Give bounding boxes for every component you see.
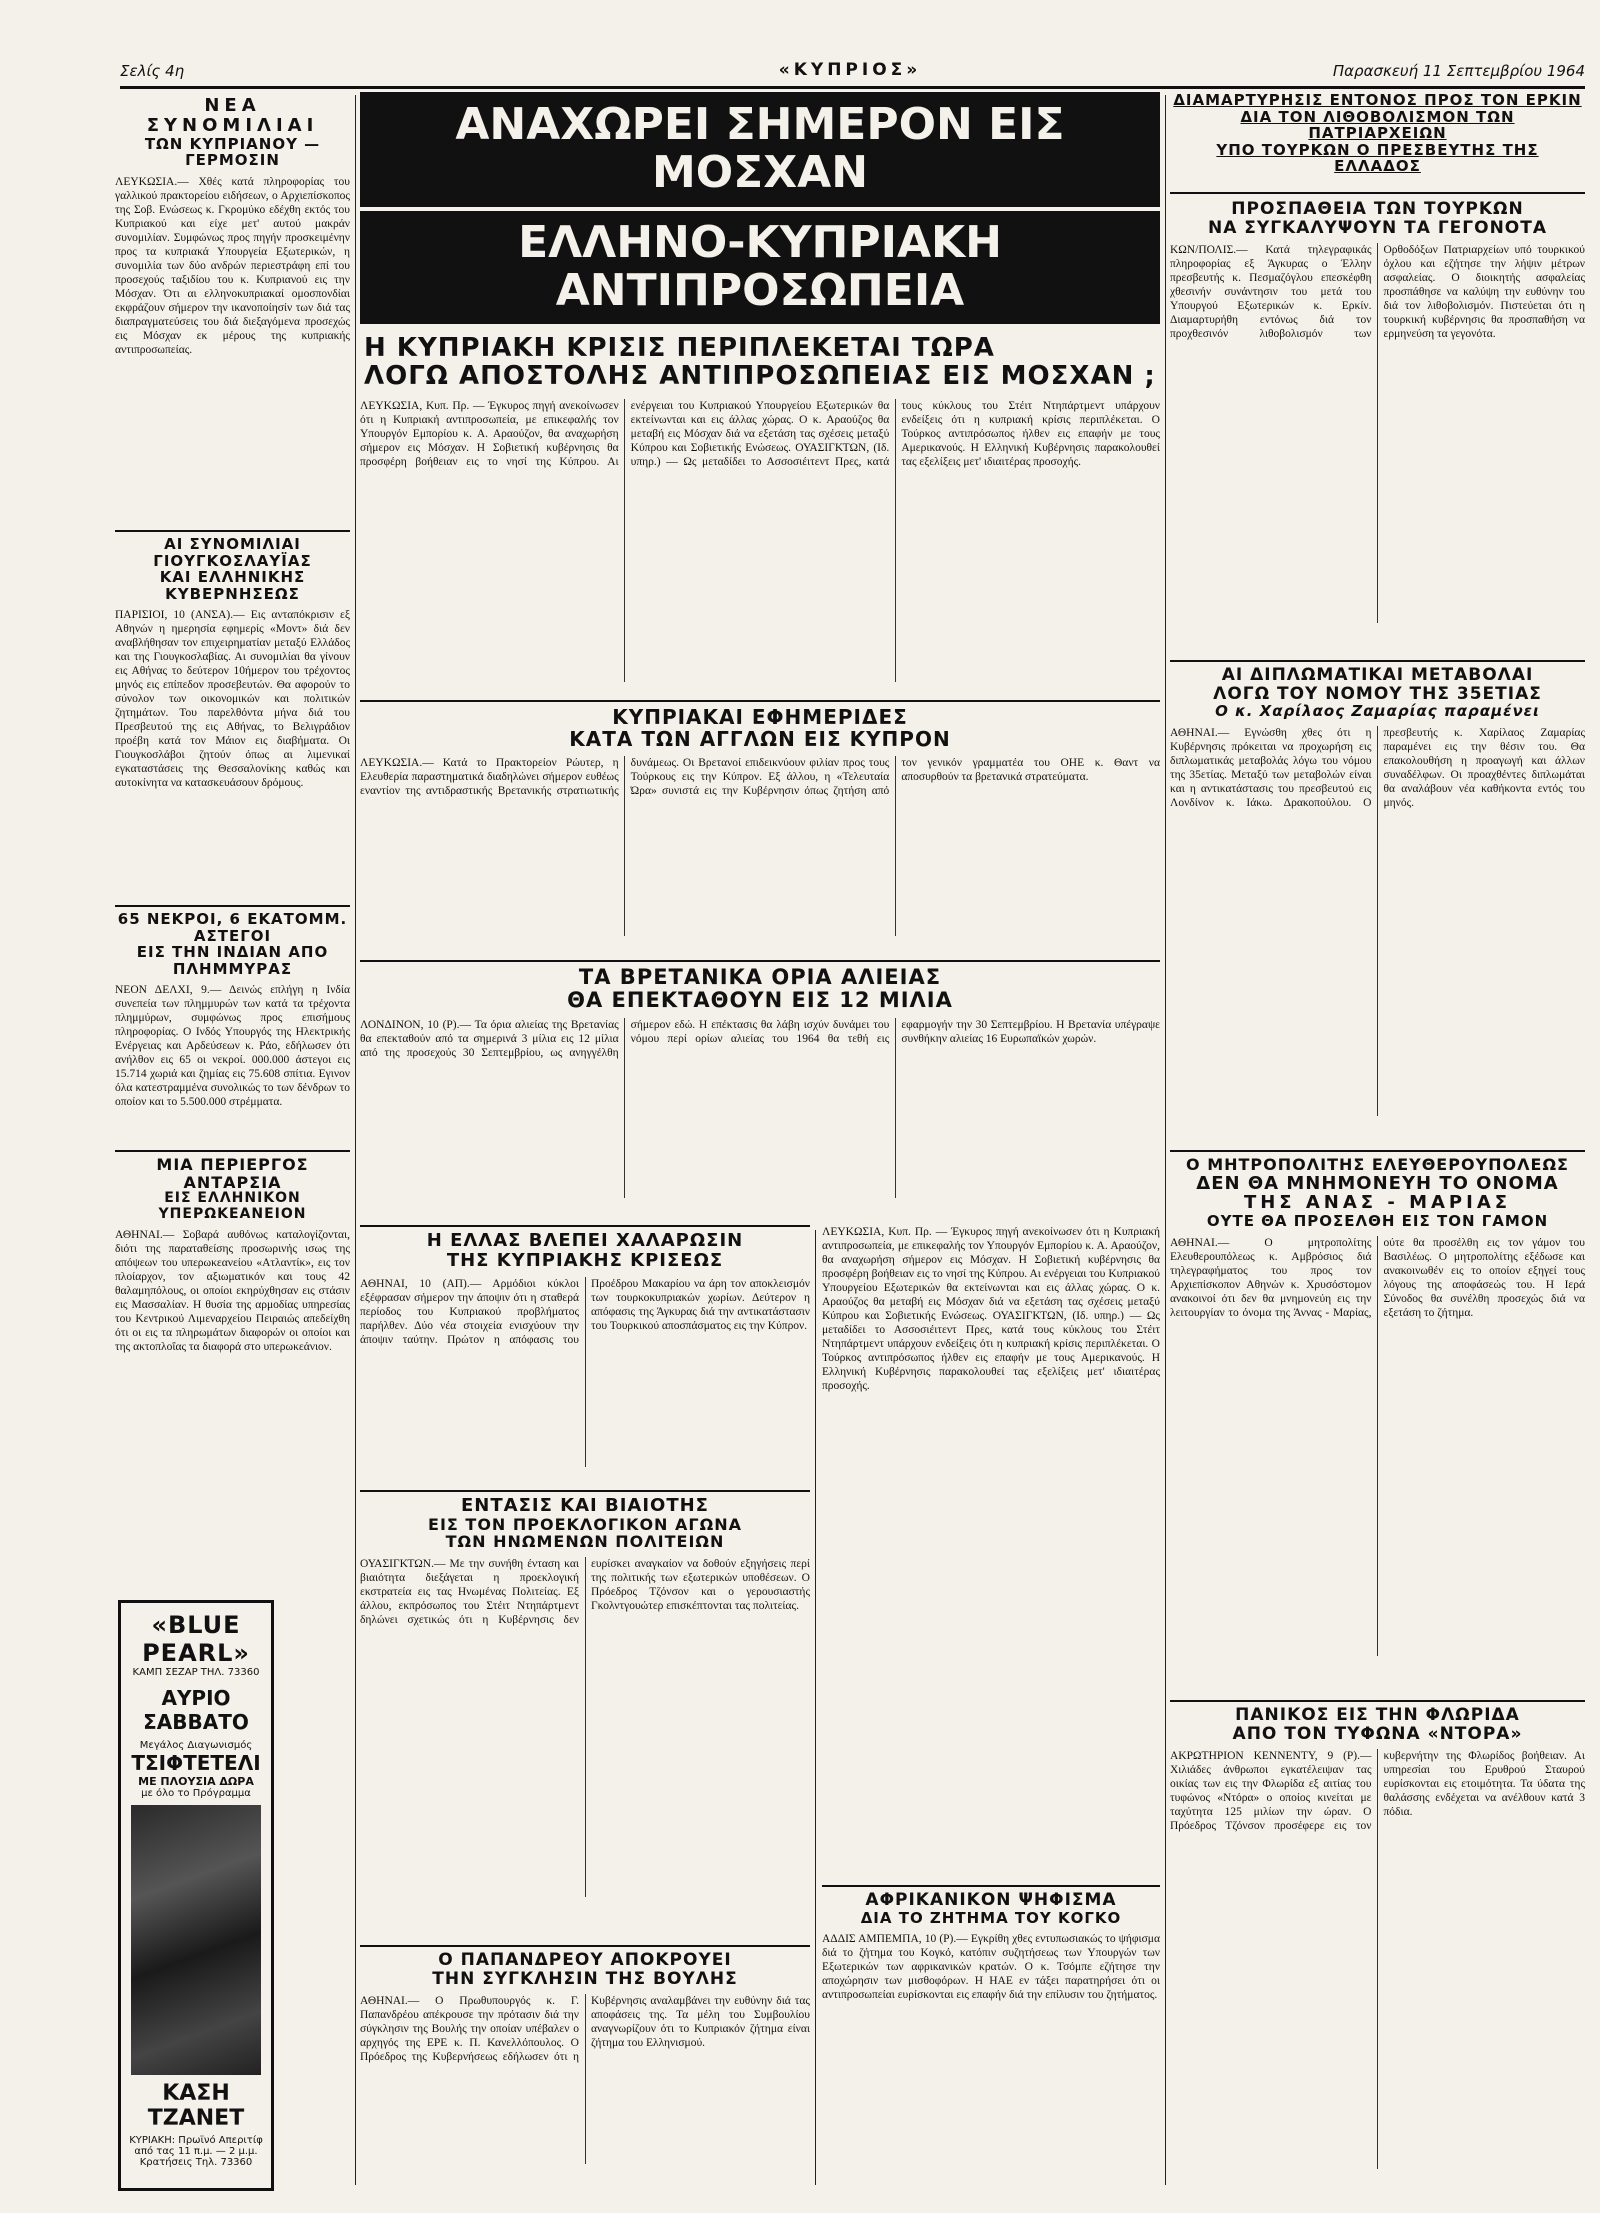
article-african-resolution — [822, 1885, 1160, 2185]
main-subheadline: Η ΚΥΠΡΙΑΚΗ ΚΡΙΣΙΣ ΠΕΡΙΠΛΕΚΕΤΑΙ ΤΩΡΑ — [364, 332, 995, 363]
article-body: ΑΘΗΝΑΙ.— Εγνώσθη χθες ότι η Κυβέρνησις πρόκειται να προχωρήση εις διπλωματικάς μεταβολάς λόγω του νόμου της 35ετίας. Μεταξύ των μεταβολών είναι και η αντικατάστασις του πρεσβευτού εις Λονδίνον κ. Ιάκω. Δρακοπούλου. Ο πρεσβευτής κ. Χαρίλαος Ζαμαρίας παραμένει εις την θέσιν του. Θα επακολουθήση η προαγωγή και άλλων συναδέλφων. Οι προαχθέντες διπλωμάται θα αναλάβουν νέα καθήκοντα εντός του μηνός. — [1170, 726, 1585, 809]
masthead: «ΚΥΠΡΙΟΣ» — [778, 60, 922, 80]
article-greece-easing — [360, 1225, 810, 1475]
ad-footer-line2: από τας 11 π.μ. — 2 μ.μ. — [134, 2146, 258, 2157]
article-india-floods — [115, 905, 350, 1155]
main-headline-2: ΕΛΛΗΝΟ-ΚΥΠΡΙΑΚΗ ΑΝΤΙΠΡΟΣΩΠΕΙΑ — [360, 211, 1160, 324]
page-number: Σελίς 4η — [120, 62, 185, 80]
article-subheadline-2: ΥΠΟ ΤΟΥΡΚΩΝ Ο ΠΡΕΣΒΕΥΤΗΣ ΤΗΣ ΕΛΛΑΔΟΣ — [1216, 140, 1539, 175]
article-body: ΛΕΥΚΩΣΙΑ, Κυπ. Πρ. — Έγκυρος πηγή ανεκοίνωσεν ότι η Κυπριακή αντιπροσωπεία, με επικεφαλής τον Υπουργόν Εμπορίου κ. Α. Αραούζον, θα αναχωρήση σήμερον εις Μόσχαν. Η Σοβιετική κυβέρνησις θα προσφέρη βοήθειαν εις το νησί της Κύπρου. Αι ενέργειαι του Κυπριακού Υπουργείου Εξωτερικών θα εκτείνωνται και εις άλλας χώρας. Ο κ. Αραούζος θα μεταβή εις Μόσχαν διά να εξετάση τας σχέσεις μεταξύ Κύπρου και Σοβιετικής Ενώσεως. ΟΥΑΣΙΓΚΤΩΝ, (Ιδ. υπηρ.) — Ως μεταδίδει το Ασσοσιέιτεντ Πρες, κατά τους κύκλους του Στέιτ Ντηπάρτμεντ υπάρχουν ενδείξεις ότι η κυπριακή κρίσις περιπλέκεται. Ο Τούρκος αντιπρόσωπος ήλθεν εις επαφήν με τους Αμερικανούς. Η Ελληνική Κυβέρνησις παρακολουθεί τας εξελίξεις μετ' ιδιαιτέρας προσοχής. — [822, 1226, 1160, 1392]
article-body: ΑΘΗΝΑΙ.— Ο μητροπολίτης Ελευθερουπόλεως κ. Αμβρόσιος διά τηλεγραφήματος του προς τον Αρχιεπίσκοπον Αθηνών κ. Χρυσόστομον ανακοινοί ότι δεν θα μνημονεύη εις την λειτουργίαν το όνομα της Άννας - Μαρίας, ούτε θα προσέλθη εις τον γάμον του Βασιλέως. Ο μητροπολίτης εξέδωσε και ανακοινωθέν εις το οποίον εξηγεί τους λόγους της αποφάσεώς του. Η Ιερά Σύνοδος θα συνέλθη προσεχώς διά να εξετάση το ζήτημα. — [1170, 1236, 1585, 1319]
ad-venue-name: «BLUE PEARL» — [142, 1611, 250, 1667]
article-headline: Ο ΠΑΠΑΝΔΡΕΟΥ ΑΠΟΚΡΟΥΕΙ — [360, 1945, 810, 1970]
article-headline: ΚΥΠΡΙΑΚΑΙ ΕΦΗΜΕΡΙΔΕΣ — [360, 700, 1160, 728]
ad-contest-label: Μεγάλος Διαγωνισμός — [139, 1740, 253, 1751]
article-subheadline: ΚΑΤΑ ΤΩΝ ΑΓΓΛΩΝ ΕΙΣ ΚΥΠΡΟΝ — [569, 727, 951, 751]
article-headline: ΑΙ ΔΙΠΛΩΜΑΤΙΚΑΙ ΜΕΤΑΒΟΛΑΙ — [1170, 660, 1585, 685]
article-subheadline: ΕΙΣ ΤΗΝ ΙΝΔΙΑΝ ΑΠΟ ΠΛΗΜΜΥΡΑΣ — [136, 943, 329, 978]
article-body: ΛΕΥΚΩΣΙΑ.— Κατά το Πρακτορείον Ρώυτερ, η Ελευθερία παραστηματικά διαδηλώνει σήμερον ευθέως εναντίον της αντιδραστικής Βρετανικής στρατιωτικής δυνάμεως. Οι Βρετανοί επιδεικνύουν φιλίαν προς τους Τούρκους εις την Κύπρον. Εξ άλλου, η «Τελευταία Ώρα» συνιστά εις την Κυβέρνησιν όπως ζητήση από τον γενικόν γραμματέα του ΟΗΕ κ. Θαντ να αποσυρθούν τα βρετανικά στρατεύματα. — [360, 757, 1160, 797]
article-body: ΑΔΔΙΣ ΑΜΠΕΜΠΑ, 10 (Ρ).— Εγκρίθη χθες εντυπωσιακώς το ψήφισμα διά το ζήτημα του Κογκό, κατόπιν συζητήσεως των Υπουργών των Εξωτερικών των αφρικανικών κρατών. Ο κ. Τσόμπε εζήτησε την αποχώρησιν των μισθοφόρων. Η ΗΑΕ εν τάξει παρατηρήσει ότι οι αντιπροσωπείαι ευρίσκονται εις επαφήν διά την επίλυσιν του ζητήματος. — [822, 1933, 1160, 2002]
article-turkish-coverup — [1170, 200, 1585, 650]
article-yugoslav-talks — [115, 530, 350, 860]
article-subheadline-2: ΤΩΝ ΗΝΩΜΕΝΩΝ ΠΟΛΙΤΕΙΩΝ — [445, 1532, 725, 1552]
article-body: ΝΕΟΝ ΔΕΛΧΙ, 9.— Δεινώς επλήγη η Ινδία συνεπεία των πλημμυρών των κατά τα τρέχοντα πλημμύρων, συμφώνως προς επισήμους πληροφορίας. Ο Ινδός Υπουργός της Ηλεκτρικής Ενέργειας και Αρδεύσεων κ. Ράο, εδήλωσεν ότι ανήλθον εις 65 οι νεκροί. 000.000 άστεγοι εις 15.714 χωριά και ζημίας εις 75.608 σπίτια. Εγινον όλα κατεστραμμένα συνολικώς το των δένδρων το οποίον και το 5.500.000 στρέμματα. — [115, 984, 350, 1108]
article-subheadline: ΤΗΝ ΣΥΓΚΛΗΣΙΝ ΤΗΣ ΒΟΥΛΗΣ — [432, 1968, 738, 1989]
article-headline: ΤΑ ΒΡΕΤΑΝΙΚΑ ΟΡΙΑ ΑΛΙΕΙΑΣ — [360, 960, 1160, 989]
ad-performer-photo — [131, 1805, 261, 2075]
article-headline: ΠΑΝΙΚΟΣ ΕΙΣ ΤΗΝ ΦΛΩΡΙΔΑ — [1170, 1700, 1585, 1725]
article-cypriot-newspapers — [360, 700, 1160, 940]
article-subheadline-2: ΤΗΣ ΑΝΑΣ - ΜΑΡΙΑΣ — [1243, 1192, 1512, 1214]
article-subheadline: ΤΗΣ ΚΥΠΡΙΑΚΗΣ ΚΡΙΣΕΩΣ — [446, 1249, 724, 1271]
article-body: ΠΑΡΙΣΙΟΙ, 10 (ΑΝΣΑ).— Εις ανταπόκρισιν εξ Αθηνών η ημερησία εφημερίς «Μοντ» διά δεν αναβλήθησαν τον επιχειρηματίαν μεταξύ Ελλάδος και της Γιουγκοσλαβίας. Αι συνομιλίαι θα γίνουν εις Αθήνας το δεύτερον 10ήμερον του τρέχοντος μηνός εις επίπεδον προσεβευτών. Θα αφορούν το σύνολον των οικονομικών και πολιτικών ζητημάτων. Του παρελθόντα μήνα διά του Πρεσβευτού της εις Αθήνας, το Βελιγράδιον προέβη κατά τον Μάιον εις διαβήματα. Οι Γιουγκοσλάβοι ζητούν όπως αι λιμενικαί εγκαταστάσεις της Θεσσαλονίκης καθώς και αυτοκίνητα να κατασκευάσουν δρόμους. — [115, 609, 350, 789]
page-header — [120, 60, 1585, 89]
article-subheadline: ΤΩΝ ΚΥΠΡΙΑΝΟΥ — ΓΕΡΜΟΣΙΝ — [144, 134, 321, 170]
article-subheadline: ΑΠΟ ΤΟΝ ΤΥΦΩΝΑ «ΝΤΟΡΑ» — [1232, 1723, 1523, 1744]
article-new-talks — [115, 96, 350, 526]
article-florida-typhoon — [1170, 1700, 1585, 2185]
ad-event-name: ΤΣΙΦΤΕΤΕΛΙ — [131, 1751, 261, 1775]
issue-date: Παρασκευή 11 Σεπτεμβρίου 1964 — [1332, 62, 1585, 80]
article-headline: ΑΙ ΣΥΝΟΜΙΛΙΑΙ ΓΙΟΥΓΚΟΣΛΑΥΪΑΣ — [115, 530, 350, 569]
article-body: ΑΘΗΝΑΙ.— Ο Πρωθυπουργός κ. Γ. Παπανδρέου απέκρουσε την πρότασιν διά την σύγκλησιν της Βουλής την οποίαν υπέβαλεν ο αρχηγός της ΕΡΕ κ. Π. Κανελλόπουλος. Ο Πρόεδρος της Κυβερνήσεως εδήλωσεν ότι η Κυβέρνησις αναλαμβάνει την ευθύνην διά τας αποφάσεις της. Τα μέλη του Συμβουλίου αναγνωρίζουν ότι το Κυπριακόν ζήτημα είναι ζήτημα του Ελληνισμού. — [360, 1995, 810, 2064]
article-headline: ΑΦΡΙΚΑΝΙΚΟΝ ΨΗΦΙΣΜΑ — [822, 1885, 1160, 1910]
ad-day-line1: ΑΥΡΙΟ — [161, 1686, 231, 1710]
article-subheadline: ΔΙΑ ΤΟ ΖΗΤΗΜΑ ΤΟΥ ΚΟΓΚΟ — [860, 1908, 1122, 1927]
article-kicker: Ο κ. Χαρίλαος Ζαμαρίας παραμένει — [1215, 702, 1540, 721]
ad-footer-line1: ΚΥΡΙΑΚΗ: Πρωϊνό Απεριτίφ — [129, 2135, 263, 2146]
main-subheadline-2: ΛΟΓΩ ΑΠΟΣΤΟΛΗΣ ΑΝΤΙΠΡΟΣΩΠΕΙΑΣ ΕΙΣ ΜΟΣΧΑΝ ; — [364, 361, 1156, 392]
article-subheadline: ΕΙΣ ΕΛΛΗΝΙΚΟΝ ΥΠΕΡΩΚΕΑΝΕΙΟΝ — [158, 1190, 307, 1222]
ad-event-prizes: ΜΕ ΠΛΟΥΣΙΑ ΔΩΡΑ — [138, 1775, 254, 1788]
article-subheadline: ΘΑ ΕΠΕΚΤΑΘΟΥΝ ΕΙΣ 12 ΜΙΛΙΑ — [567, 988, 953, 1013]
ad-address: ΚΑΜΠ ΣΕΖΑΡ ΤΗΛ. 73360 — [132, 1667, 260, 1678]
article-us-election — [360, 1490, 810, 1930]
article-subheadline: ΕΙΣ ΤΟΝ ΠΡΟΕΚΛΟΓΙΚΟΝ ΑΓΩΝΑ — [428, 1514, 742, 1534]
article-diplomatic-changes — [1170, 660, 1585, 1140]
article-body: ΛΟΝΔΙΝΟΝ, 10 (Ρ).— Τα όρια αλιείας της Βρετανίας θα επεκταθούν από τα σημερινά 3 μίλια εις 12 μίλια από της προσεχούς 30 Σεπτεμβρίου, ως ανηγγέλθη σήμερον εδώ. Η επέκτασις θα λάβη ισχύν δυνάμει του νόμου περί ορίων αλιείας του 1964 θα τεθή εις εφαρμογήν την 30 Σεπτεμβρίου. Η Βρετανία υπέγραψε συνθήκην αλιείας 16 Ευρωπαϊκών χωρών. — [360, 1019, 1160, 1060]
article-headline: 65 ΝΕΚΡΟΙ, 6 ΕΚΑΤΟΜΜ. ΑΣΤΕΓΟΙ — [115, 905, 350, 944]
article-papandreou — [360, 1945, 810, 2185]
article-headline: ΜΙΑ ΠΕΡΙΕΡΓΟΣ ΑΝΤΑΡΣΙΑ — [115, 1150, 350, 1191]
article-subheadline: ΛΟΓΩ ΤΟΥ ΝΟΜΟΥ ΤΗΣ 35ΕΤΙΑΣ — [1213, 683, 1542, 704]
article-subheadline: ΔΙΑ ΤΟΝ ΛΙΘΟΒΟΛΙΣΜΟΝ ΤΩΝ ΠΑΤΡΙΑΡΧΕΙΩΝ — [1240, 107, 1515, 142]
article-body: ΑΘΗΝΑΙ, 10 (ΑΠ).— Αρμόδιοι κύκλοι εξέφρασαν σήμερον την άποψιν ότι η σταθερά περίοδος του Κυπριακού προβλήματος παρήλθεν. Δύο νέα στοιχεία ενισχύουν την άποψιν ταύτην. Πρώτον η απόφασις του Προέδρου Μακαρίου να άρη τον αποκλεισμόν των τουρκοκυπριακών χωρίων. Δεύτερον η απόφασις της Άγκυρας διά την αντικατάστασιν του Τουρκικού αποσπάσματος εις την Κύπρον. — [360, 1277, 810, 1346]
article-subheadline: ΝΑ ΣΥΓΚΑΛΥΨΟΥΝ ΤΑ ΓΕΓΟΝΟΤΑ — [1207, 217, 1548, 238]
article-body: ΛΕΥΚΩΣΙΑ.— Χθές κατά πληροφορίας του γαλλικού πρακτορείου ειδήσεων, ο Αρχιεπίσκοπος της Σοβ. Ενώσεως κ. Γκρομύκο εδέχθη εκτός του Κυπριακού και είχε μετ' αυτού μακράν συνομιλίαν. Συμφώνως προς πηγήν προσκειμένην προς τα κυπριακά Υπουργεία Εξωτερικών, η συνομιλία των δύο ανδρών περιεστράφη επί του προσεχούς ταξιδίου του κ. Κυπριανού εις την Μόσχαν. Ότι αι ελληνοκυπριακαί ομοσπονδίαι εκφράζουν σήμερον την ικανοποίησίν των διά τας διαπραγματεύσεις του διά διεξαγόμενα προσεχώς εις Μόσχαν εκ μέρους της κυπριακής αντιπροσωπείας. — [115, 175, 350, 356]
ad-program: με όλο το Πρόγραμμα — [141, 1788, 251, 1799]
article-headline: ΝΕΑ ΣΥΝΟΜΙΛΙΑΙ — [146, 96, 319, 136]
blue-pearl-advertisement — [118, 1600, 274, 2191]
ad-performer-name: ΚΑΣΗ ΤΖΑΝΕΤ — [147, 2081, 245, 2131]
article-body: ΚΩΝ/ΠΟΛΙΣ.— Κατά τηλεγραφικάς πληροφορίας εξ Άγκυρας ο Έλλην πρεσβευτής κ. Πεσμαζόγλου επεσκέφθη χθεσινήν συνάντησιν του μετά του Υπουργού Εξωτερικών κ. Ερκίν. Διαμαρτυρήθη εντόνως διά τον προχθεσινόν λιθοβολισμόν των Ορθοδόξων Πατριαρχείων υπό τουρκικού όχλου και εζήτησε την λήψιν μέτρων ασφαλείας. Ο διοικητής ασφαλείας προσπάθησε να καλύψη την ευθύνην του διά τον λιθοβολισμόν. Πιστεύεται ότι η τουρκική κυβέρνησις θα προσπαθήση να ερμηνεύση τα γεγονότα. — [1170, 244, 1585, 341]
article-headline: ΠΡΟΣΠΑΘΕΙΑ ΤΩΝ ΤΟΥΡΚΩΝ — [1231, 200, 1524, 219]
article-protest-erkin — [1170, 92, 1585, 194]
main-headline: ΑΝΑΧΩΡΕΙ ΣΗΜΕΡΟΝ ΕΙΣ ΜΟΣΧΑΝ — [360, 92, 1160, 207]
article-body: ΟΥΑΣΙΓΚΤΩΝ.— Με την συνήθη ένταση και βιαιότητα διεξάγεται η προεκλογική εκστρατεία εις τας Ηνωμένας Πολιτείας. Εξ άλλου, εκπρόσωπος του Στέιτ Ντηπάρτμεντ δηλώνει σχετικώς ότι η Κυβέρνησις δεν ευρίσκει αναγκαίον να δοθούν εξηγήσεις περί της πολιτικής των εξωτερικών υποθέσεων. Ο Πρόεδρος Τζόνσον και ο γερουσιαστής Γκολντγουώτερ επισκέπτονται τας πολιτείας. — [360, 1557, 810, 1626]
article-subheadline-3: ΟΥΤΕ ΘΑ ΠΡΟΣΕΛΘΗ ΕΙΣ ΤΟΝ ΓΑΜΟΝ — [1206, 1212, 1549, 1231]
article-headline: ΔΙΑΜΑΡΤΥΡΗΣΙΣ ΕΝΤΟΝΟΣ ΠΡΟΣ ΤΟΝ ΕΡΚΙΝ — [1173, 92, 1582, 109]
article-headline: ΕΝΤΑΣΙΣ ΚΑΙ ΒΙΑΙΟΤΗΣ — [360, 1490, 810, 1516]
article-fishing-limits — [360, 960, 1160, 1210]
article-nato-continuation — [822, 1225, 1160, 1875]
article-subheadline: ΔΕΝ ΘΑ ΜΝΗΜΟΝΕΥΗ ΤΟ ΟΝΟΜΑ — [1196, 1172, 1559, 1194]
ad-day-line2: ΣΑΒΒΑΤΟ — [143, 1710, 249, 1734]
article-headline: Ο ΜΗΤΡΟΠΟΛΙΤΗΣ ΕΛΕΥΘΕΡΟΥΠΟΛΕΩΣ — [1170, 1150, 1585, 1174]
article-subheadline: ΚΑΙ ΕΛΛΗΝΙΚΗΣ ΚΥΒΕΡΝΗΣΕΩΣ — [159, 568, 306, 603]
main-story — [360, 92, 1160, 682]
article-headline: Η ΕΛΛΑΣ ΒΛΕΠΕΙ ΧΑΛΑΡΩΣΙΝ — [360, 1225, 810, 1251]
article-body: ΑΚΡΩΤΗΡΙΟΝ ΚΕΝΝΕΝΤΥ, 9 (Ρ).— Χιλιάδες άνθρωποι εγκατέλειψαν τας οικίας των εις την Φλωρίδα εξ αιτίας του τυφώνος «Ντόρα» ο οποίος κινείται με ταχύτητα 125 μιλίων την ώραν. Ο Πρόεδρος Τζόνσον προσέφερε εις τον κυβερνήτην της Φλωρίδος βοήθειαν. Αι υπηρεσίαι του Ερυθρού Σταυρού ευρίσκονται εις ετοιμότητα. Τα ύδατα της θαλάσσης ενδέχεται να ανέλθουν κατά 3 πόδια. — [1170, 1750, 1585, 1833]
article-mutiny — [115, 1150, 350, 1590]
ad-footer-line3: Κρατήσεις Τηλ. 73360 — [139, 2157, 253, 2168]
article-metropolitan — [1170, 1150, 1585, 1690]
article-body: ΑΘΗΝΑΙ.— Σοβαρά αυθόνως καταλογίζονται, διότι της παραταθείσης προσωρινής ισως της απόψεων του υπερωκεανείου «Ατλαντίκ», εις τον πλοίαρχον, τον αξιωματικόν και τους 42 θαλαμηπόλους, οι οποίοι εκηρύχθησαν εις στάσιν εις Μασσαλίαν. Η θυσία της αρμοδίας υπηρεσίας του Κεντρικού Λιμεναρχείου Πειραιώς απεδείχθη ότι οι εις τα πληρωμάτων διαφορών οι οποίοι και της ακτοπλοΐας τα διαφορά στο υπερωκεάνιον. — [115, 1228, 350, 1353]
main-story-body: ΛΕΥΚΩΣΙΑ, Κυπ. Πρ. — Έγκυρος πηγή ανεκοίνωσεν ότι η Κυπριακή αντιπροσωπεία, με επικεφαλής τον Υπουργόν Εμπορίου κ. Α. Αραούζον, θα αναχωρήση σήμερον εις Μόσχαν. Η Σοβιετική κυβέρνησις θα προσφέρη βοήθειαν εις το νησί της Κύπρου. Αι ενέργειαι του Κυπριακού Υπουργείου Εξωτερικών θα εκτείνωνται και εις άλλας χώρας. Ο κ. Αραούζος θα μεταβή εις Μόσχαν διά να εξετάση τας σχέσεις μεταξύ Κύπρου και Σοβιετικής Ενώσεως. ΟΥΑΣΙΓΚΤΩΝ, (Ιδ. υπηρ.) — Ως μεταδίδει το Ασσοσιέιτεντ Πρες, κατά τους κύκλους του Στέιτ Ντηπάρτμεντ υπάρχουν ενδείξεις ότι η κυπριακή κρίσις περιπλέκεται. Ο Τούρκος αντιπρόσωπος ήλθεν εις επαφήν με τους Αμερικανούς. Η Ελληνική Κυβέρνησις παρακολουθεί τας εξελίξεις μετ' ιδιαιτέρας προσοχής. — [360, 399, 1160, 468]
